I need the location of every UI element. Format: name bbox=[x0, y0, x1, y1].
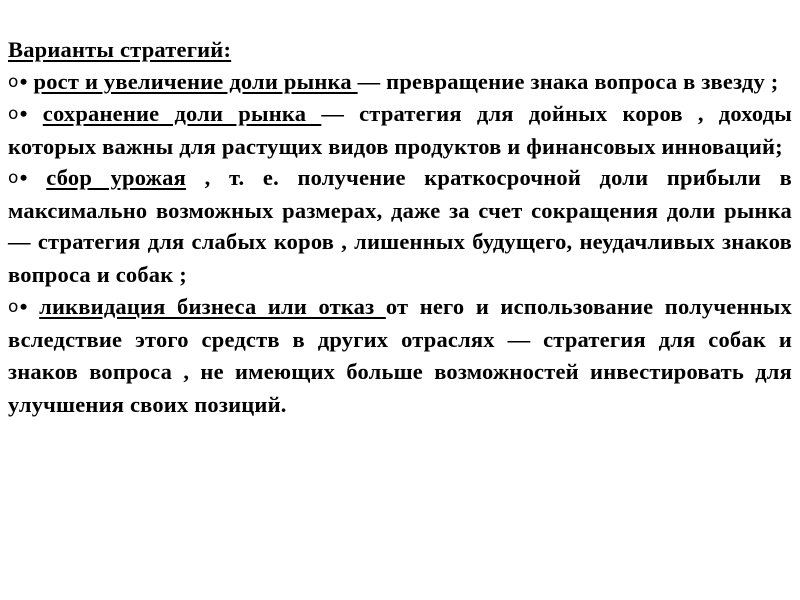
strategy-text: ; bbox=[764, 68, 779, 94]
strategy-text: — превращение bbox=[357, 68, 531, 94]
bullet-dot-icon: • bbox=[19, 101, 28, 126]
bullet-dot-icon: • bbox=[19, 294, 28, 319]
strategy-text: в bbox=[677, 68, 702, 94]
strategy-item-divest bbox=[8, 291, 792, 420]
strategy-item-hold bbox=[8, 98, 792, 162]
strategy-title-harvest: сбор урожая bbox=[46, 165, 186, 190]
strategy-title-growth: рост и увеличение доли рынка bbox=[33, 68, 358, 94]
strategy-item-growth bbox=[8, 66, 792, 99]
bullet-dot-icon: • bbox=[19, 68, 28, 94]
strategy-text: , не имеющих больше возможностей инвестировать для улучшения своих позиций. bbox=[8, 359, 792, 417]
slide-content bbox=[8, 34, 792, 420]
strategy-text: от него и использование полученных вследствие этого средств в других отраслях — стратегия для bbox=[8, 294, 792, 352]
bullet-marker-icon: o bbox=[8, 168, 19, 188]
strategy-title-divest: ликвидация бизнеса или отказ bbox=[39, 294, 386, 319]
strategy-text: , т. е. получение краткосрочной доли прибыли в максимально возможных размерах, даже за счет сокращения доли рынка — стратегия для слабых bbox=[8, 165, 792, 254]
strategy-text: и bbox=[765, 326, 792, 352]
bullet-dot-icon: • bbox=[19, 165, 28, 190]
bullet-marker-icon: o bbox=[8, 71, 19, 92]
slide-heading: Варианты стратегий: bbox=[8, 37, 232, 62]
strategy-text: , доходы которых важны для растущих видов продуктов и финансовых инноваций; bbox=[8, 101, 792, 159]
strategy-text: собак bbox=[708, 326, 766, 352]
strategy-text: знака вопроса bbox=[530, 68, 678, 94]
strategy-text: звезду bbox=[701, 68, 765, 94]
bullet-marker-icon: o bbox=[8, 104, 19, 124]
strategy-text: и bbox=[90, 261, 116, 287]
strategy-text: , лишенных будущего, неудачливых bbox=[334, 229, 723, 254]
strategy-text: знаков вопроса bbox=[8, 229, 793, 287]
strategy-text: дойных коров bbox=[528, 101, 683, 126]
strategy-text: — стратегия для bbox=[321, 101, 529, 126]
strategy-title-hold: сохранение доли рынка bbox=[42, 101, 322, 126]
strategy-text: собак bbox=[115, 261, 174, 287]
bullet-marker-icon: o bbox=[8, 297, 19, 317]
strategy-text: коров bbox=[273, 229, 335, 254]
strategy-text: знаков вопроса bbox=[8, 359, 173, 384]
strategy-item-harvest bbox=[8, 162, 792, 291]
strategy-text: ; bbox=[173, 261, 187, 287]
